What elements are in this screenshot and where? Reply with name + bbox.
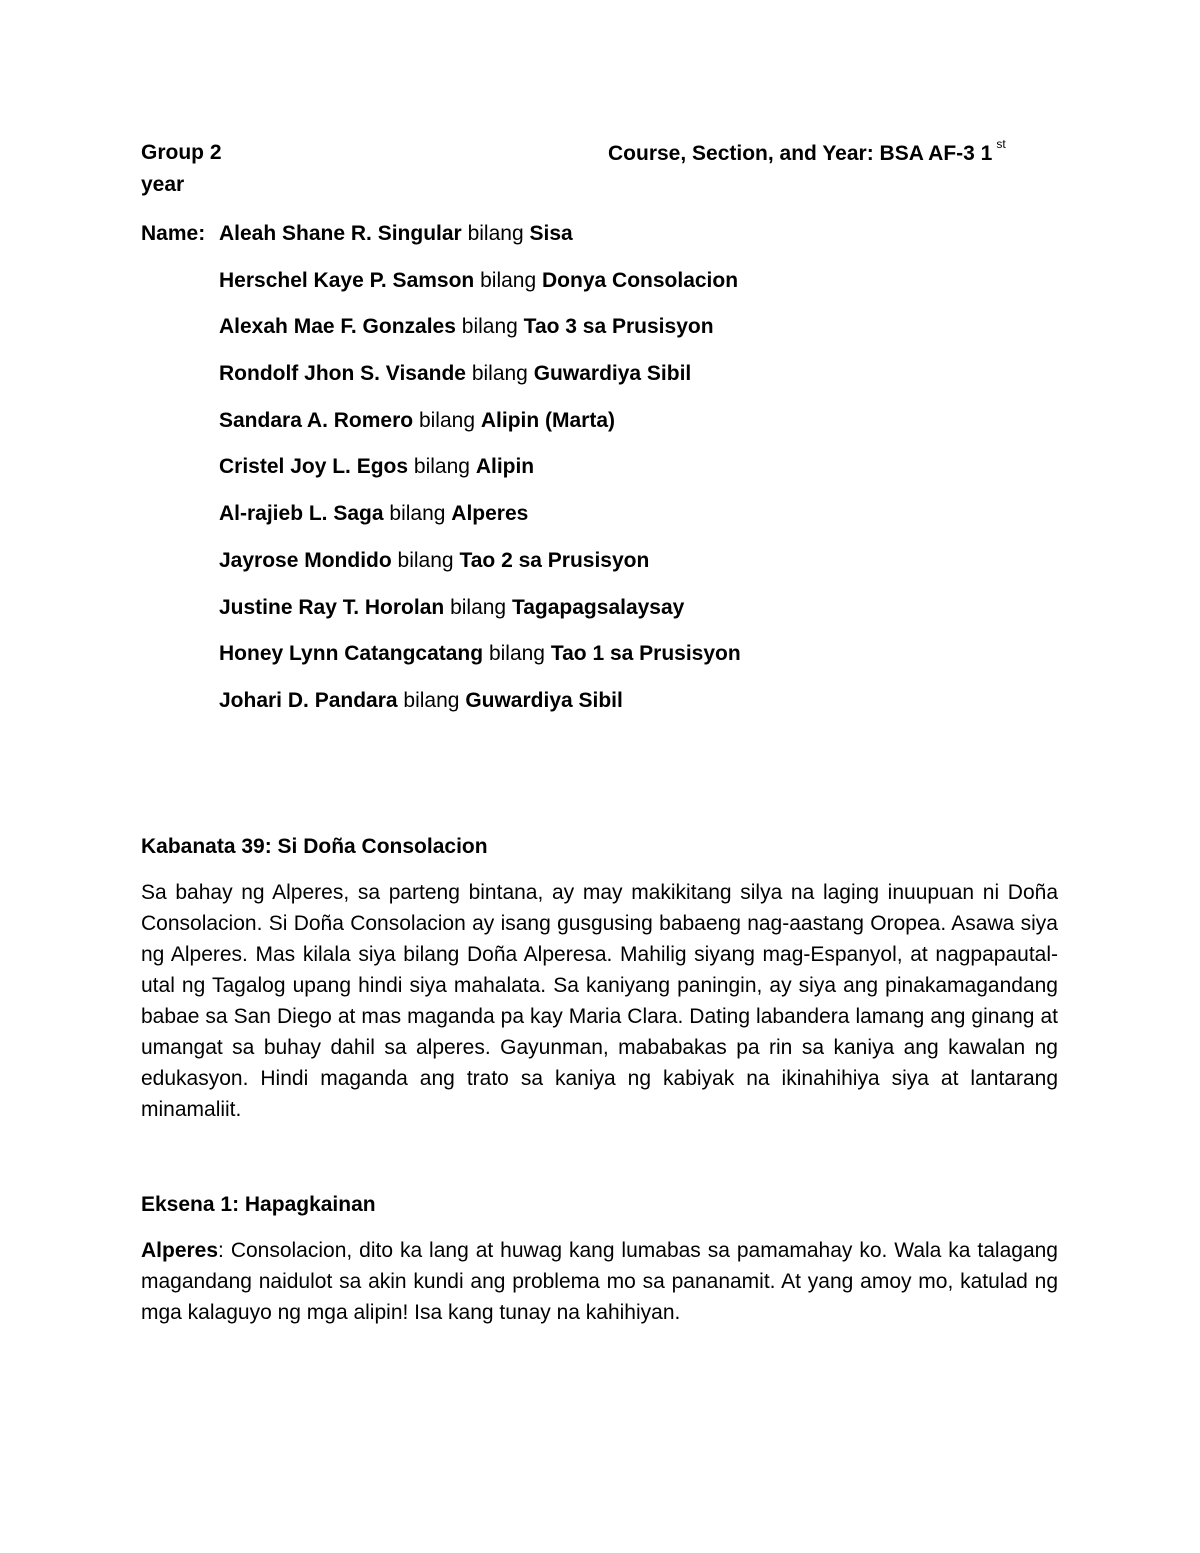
member-name: Sandara A. Romero	[219, 408, 414, 432]
cast-row	[141, 266, 1061, 313]
cast-list	[141, 219, 1061, 733]
cast-row	[141, 546, 1061, 593]
role-connector: bilang	[467, 222, 524, 245]
member-role: Sisa	[529, 222, 573, 245]
scene-section	[141, 1190, 1058, 1328]
chapter-body: Sa bahay ng Alperes, sa parteng bintana, ay may makikitang silya na laging inuupuan ni Doña Consolacion. Si Doña Consolacion ay isang gusgusing babaeng nag-aastang Oropea. Asawa siya ng Alperes. Mas kilala siya bilang Doña Alperesa. Mahilig siyang mag-Espanyol, at nagpapautal-utal ng Tagalog upang hindi siya mahalata. Sa kaniyang paningin, ay siya ang pinakamagandang babae sa San Diego at mas maganda pa kay Maria Clara. Dating labandera lamang ang ginang at umangat sa buhay dahil sa alperes. Gayunman, mababakas pa rin sa kaniya ang kawalan ng edukasyon. Hindi maganda ang trato sa kaniya ng kabiyak na ikinahihiya siya at lantarang minamaliit.	[141, 881, 1058, 1121]
member-role: Tao 2 sa Prusisyon	[459, 548, 650, 572]
cast-entry	[219, 686, 623, 716]
cast-row	[141, 686, 1061, 733]
role-connector: bilang	[471, 362, 528, 386]
cast-row	[141, 312, 1061, 359]
cast-entry	[219, 639, 741, 669]
role-connector: bilang	[397, 548, 454, 572]
member-name: Rondolf Jhon S. Visande	[219, 362, 466, 386]
group-label: Group 2	[141, 141, 222, 164]
member-role: Alipin	[475, 455, 535, 479]
name-label: Name:	[141, 222, 206, 245]
cast-entry	[219, 219, 573, 249]
member-role: Guwardiya Sibil	[533, 362, 692, 386]
cast-row	[141, 593, 1061, 640]
cast-row	[141, 452, 1061, 499]
cast-entry	[219, 452, 534, 482]
role-connector: bilang	[461, 315, 518, 339]
member-name: Alexah Mae F. Gonzales	[219, 315, 456, 339]
member-name: Justine Ray T. Horolan	[219, 595, 445, 619]
speaker-name: Alperes	[141, 1239, 219, 1262]
cast-entry	[219, 593, 684, 623]
dialogue-line	[141, 1235, 1058, 1328]
cast-row	[141, 499, 1061, 546]
cast-row	[141, 219, 1061, 266]
member-name: Herschel Kaye P. Samson	[219, 268, 475, 292]
role-connector: bilang	[413, 455, 470, 479]
cast-entry	[219, 546, 649, 576]
ordinal-suffix: st	[996, 137, 1006, 151]
member-name: Al-rajieb L. Saga	[219, 502, 384, 526]
member-name: Johari D. Pandara	[219, 688, 398, 712]
header-row	[141, 137, 1061, 171]
member-role: Alipin (Marta)	[480, 408, 616, 432]
cast-entry	[219, 266, 738, 296]
member-role: Guwardiya Sibil	[465, 688, 623, 712]
year-word: year	[141, 173, 185, 196]
member-name: Cristel Joy L. Egos	[219, 455, 409, 479]
course-label: Course, Section, and Year: BSA AF-3 1	[608, 142, 993, 165]
member-role: Tagapagsalaysay	[511, 595, 685, 619]
role-connector: bilang	[488, 642, 545, 666]
course-section-year	[608, 137, 1006, 166]
member-role: Donya Consolacion	[542, 268, 739, 292]
role-connector: bilang	[389, 502, 446, 526]
member-name: Aleah Shane R. Singular	[219, 222, 462, 245]
dialogue-text: : Consolacion, dito ka lang at huwag kang lumabas sa pamamahay ko. Wala ka talagang magandang naidulot sa akin kundi ang problema mo sa pananamit. At yang amoy mo, katulad ng mga kalaguyo ng mga alipin! Isa kang tunay na kahihiyan.	[141, 1239, 1058, 1324]
chapter-title: Kabanata 39: Si Doña Consolacion	[141, 835, 488, 858]
chapter-section	[141, 832, 1058, 1125]
cast-row	[141, 406, 1061, 453]
cast-entry	[219, 312, 714, 342]
cast-entry	[219, 359, 691, 389]
member-role: Alperes	[451, 502, 529, 526]
member-role: Tao 3 sa Prusisyon	[523, 315, 714, 339]
cast-entry	[219, 406, 615, 436]
cast-entry	[219, 499, 528, 529]
role-connector: bilang	[418, 408, 476, 432]
role-connector: bilang	[480, 268, 537, 292]
scene-title: Eksena 1: Hapagkainan	[141, 1193, 376, 1216]
member-name: Honey Lynn Catangcatang	[219, 642, 484, 666]
member-role: Tao 1 sa Prusisyon	[550, 642, 741, 666]
role-connector: bilang	[450, 595, 507, 619]
cast-row	[141, 639, 1061, 686]
role-connector: bilang	[403, 688, 460, 712]
cast-row	[141, 359, 1061, 406]
member-name: Jayrose Mondido	[219, 548, 392, 572]
